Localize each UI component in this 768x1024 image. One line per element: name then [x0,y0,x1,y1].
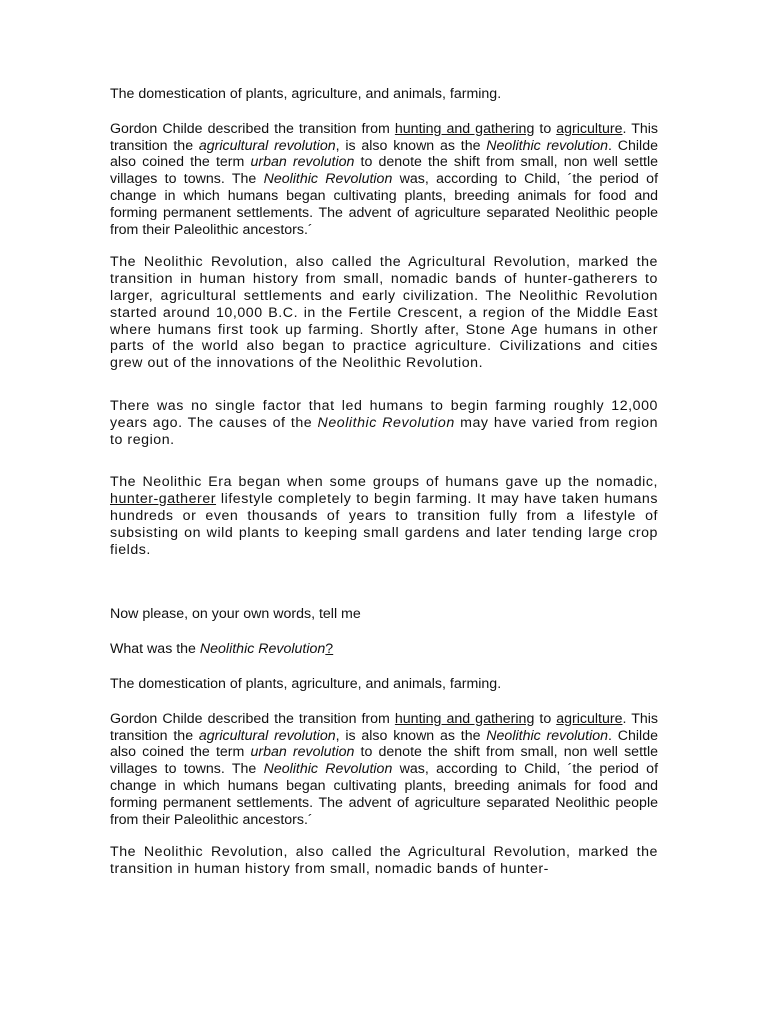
question-line [110,641,658,658]
prompt-line: Now please, on your own words, tell me [110,606,361,623]
text: . This transition the [110,120,659,154]
heading-domestication-repeat: The domestication of plants, agriculture, and animals, farming. [110,675,502,692]
text: The Neolithic Era began when some groups of humans gave up the nomadic, [110,474,658,491]
text: Gordon Childe described the transition from [110,710,395,727]
italic-term: Neolithic Revolution [263,171,393,188]
link-hunter-gatherer[interactable]: hunter-gatherer [110,491,217,508]
link-agriculture[interactable]: agriculture [556,710,623,727]
link-hunting-gathering[interactable]: hunting and gathering [394,710,535,727]
paragraph-childe-repeat [110,711,658,829]
paragraph-causes [110,398,658,448]
link-agriculture[interactable]: agriculture [556,120,623,137]
text: may have varied from region to region. [110,414,659,448]
text: . Childe also coined the term [110,137,658,171]
heading-domestication: The domestication of plants, agriculture, and animals, farming. [110,86,502,102]
text: What was the [110,641,200,658]
text: . This transition the [110,710,659,744]
text: to [534,120,557,137]
text: was, according to Child, ´the period of change in which humans began cultivating plants, breeding animals for food and forming permanent settlements. The advent of agriculture separated Neolithic people from their Paleolithic ancestors.´ [110,171,659,238]
text: to denote the shift from small, non well settle villages to towns. The [110,154,659,188]
text: There was no single factor that led humans to begin farming roughly 12,000 years ago. The causes of the [110,397,658,431]
paragraph-childe [110,121,658,239]
question-mark-link[interactable]: ? [325,641,334,658]
text: lifestyle completely to begin farming. It may have taken humans hundreds or even thousands of years to transition fully from a lifestyle of subsisting on wild plants to keeping small gardens and later tending large crop fields. [110,491,658,558]
italic-term: agricultural revolution [198,727,336,744]
text: to [534,710,557,727]
paragraph-neolithic-era [110,474,658,558]
italic-term: urban revolution [250,154,355,171]
text: , is also known as the [335,727,487,744]
italic-term: agricultural revolution [198,137,336,154]
italic-term: urban revolution [250,744,355,761]
text: , is also known as the [335,137,487,154]
link-hunting-gathering[interactable]: hunting and gathering [394,120,535,137]
paragraph-neolithic-revolution-repeat: The Neolithic Revolution, also called the Agricultural Revolution, marked the transition in human history from small, nomadic bands of hunter- [110,844,658,878]
paragraph-neolithic-revolution: The Neolithic Revolution, also called the Agricultural Revolution, marked the transition in human history from small, nomadic bands of hunter-gatherers to larger, agricultural settlements and early civilization. The Neolithic Revolution started around 10,000 B.C. in the Fertile Crescent, a region of the Middle East where humans first took up farming. Shortly after, Stone Age humans in other parts of the world also began to practice agriculture. Civilizations and cities grew out of the innovations of the Neolithic Revolution. [110,254,658,372]
text: Gordon Childe described the transition from [110,120,395,137]
italic-term: Neolithic Revolution [199,641,326,658]
text: to denote the shift from small, non well settle villages to towns. The [110,744,659,778]
italic-term: Neolithic revolution [486,137,609,154]
italic-term: Neolithic revolution [486,727,609,744]
italic-term: Neolithic Revolution [263,761,393,778]
text: was, according to Child, ´the period of change in which humans began cultivating plants, breeding animals for food and forming permanent settlements. The advent of agriculture separated Neolithic people from their Paleolithic ancestors.´ [110,761,659,828]
italic-term: Neolithic Revolution [317,414,455,431]
text: . Childe also coined the term [110,727,658,761]
